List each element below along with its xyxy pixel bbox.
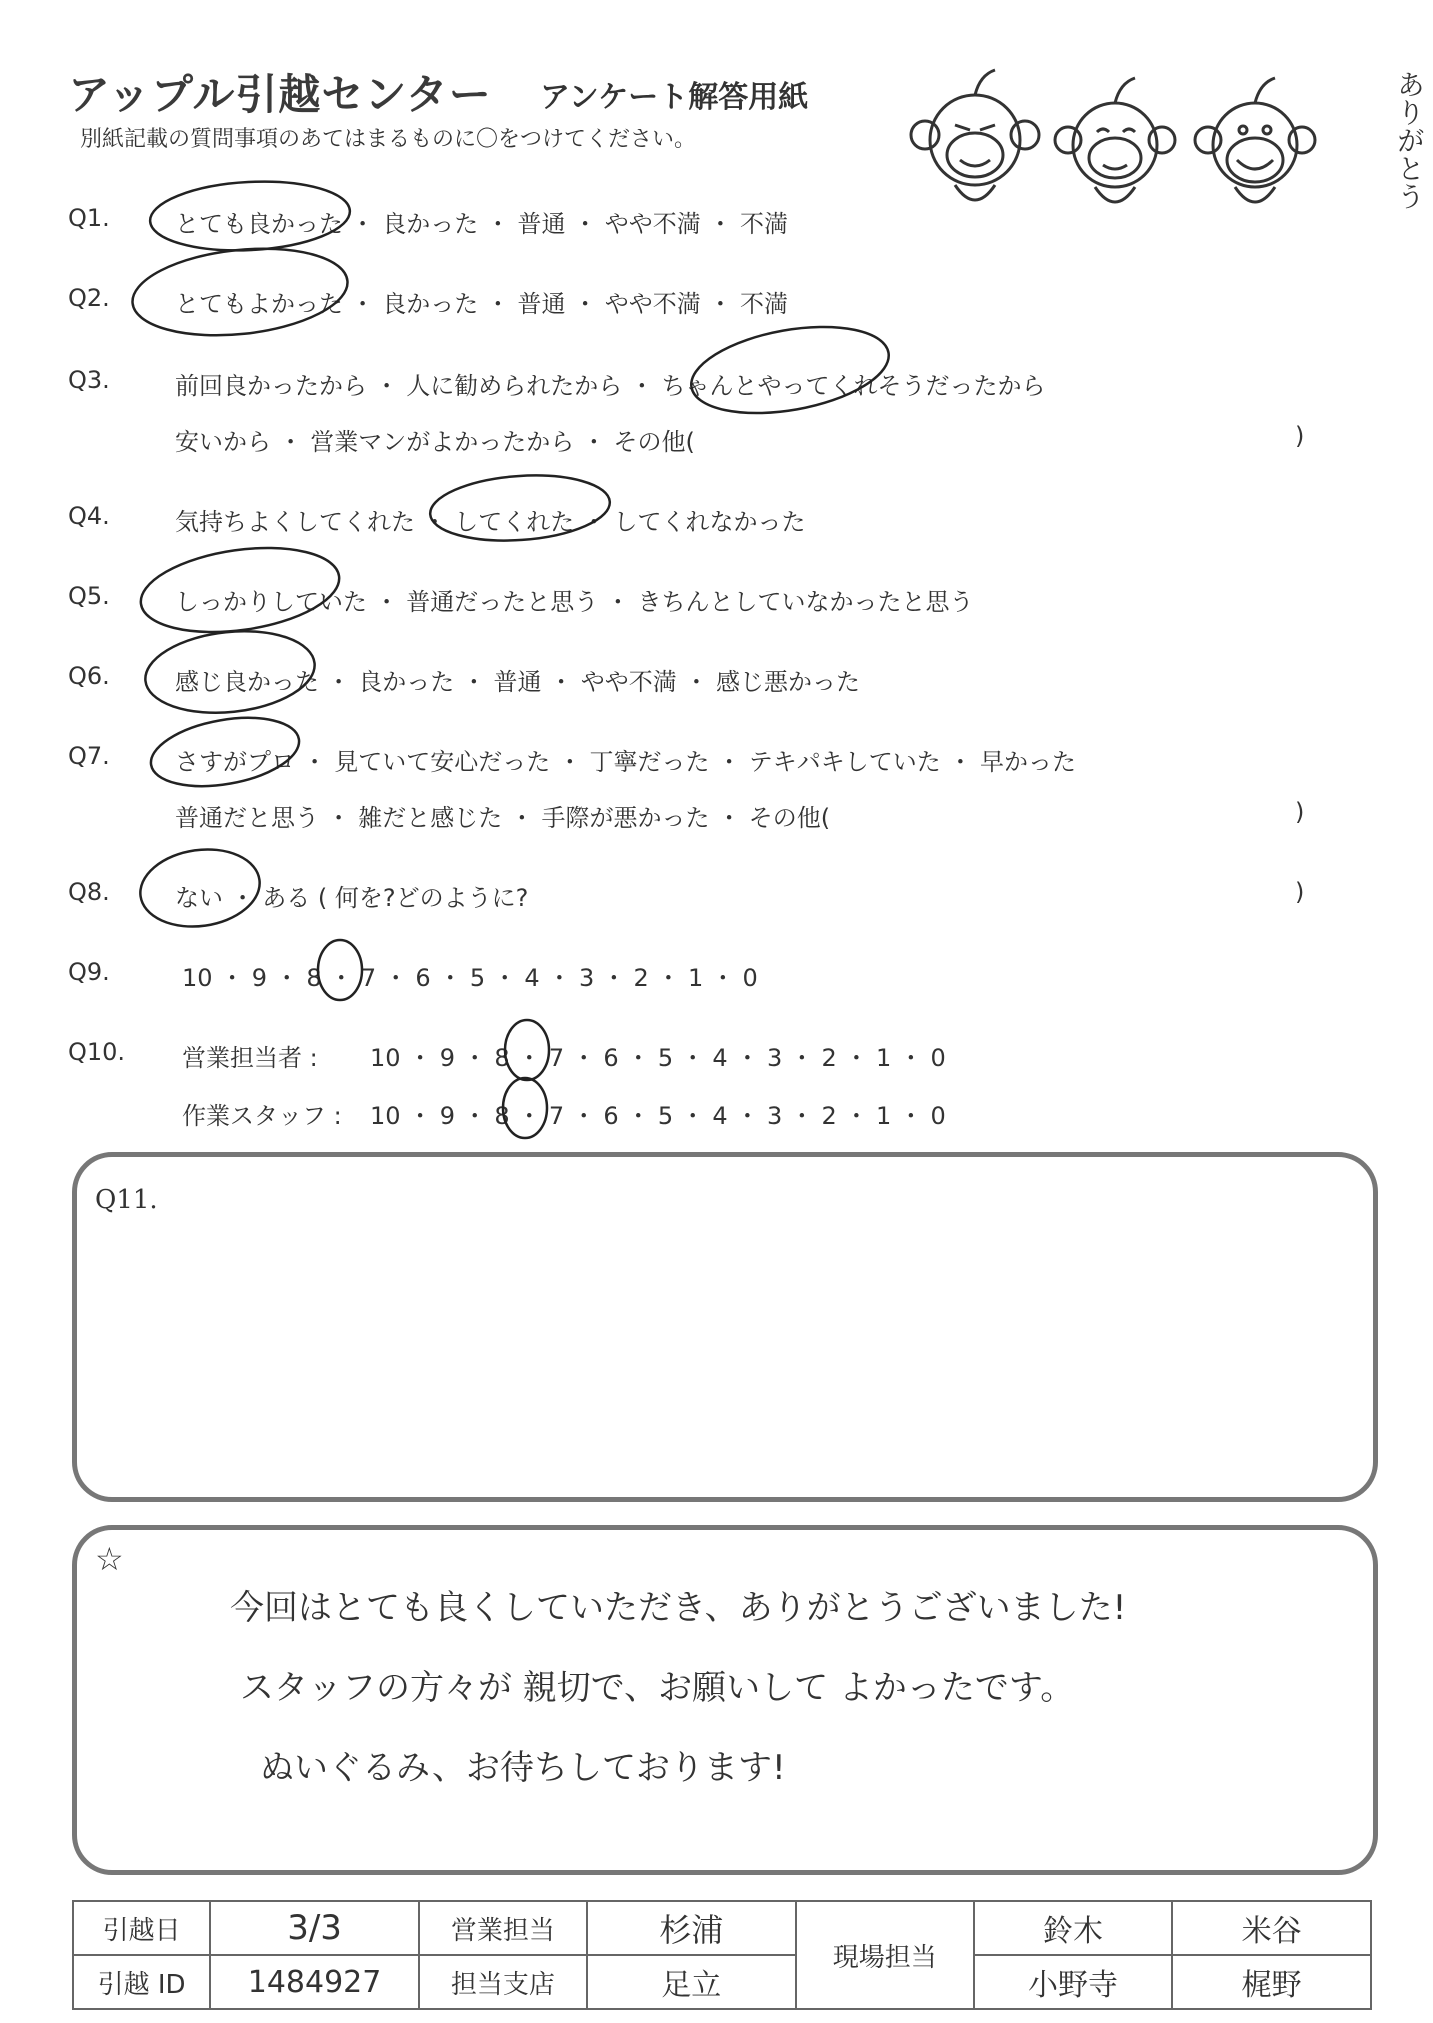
- star-icon: ☆: [95, 1540, 124, 1578]
- q1-options: とても良かった ・ 良かった ・ 普通 ・ やや不満 ・ 不満: [175, 210, 789, 238]
- comment-line-2: スタッフの方々が 親切で、お願いして よかったです。: [240, 1668, 1075, 1708]
- q10-label: Q10.: [68, 1038, 126, 1066]
- move-date-label: 引越日: [73, 1901, 210, 1955]
- q7-close-paren: ): [1295, 798, 1305, 826]
- q7-label: Q7.: [68, 742, 110, 770]
- sales-value: 杉浦: [587, 1901, 796, 1955]
- q8-options: ない ・ ある ( 何を?どのように?: [175, 884, 529, 912]
- q9-circle: [318, 940, 362, 1000]
- q8-close-paren: ): [1295, 878, 1305, 906]
- q10-sales-circle: [505, 1020, 549, 1080]
- branch-value: 足立: [587, 1955, 796, 2009]
- move-id-label: 引越 ID: [73, 1955, 210, 2009]
- branch-label: 担当支店: [419, 1955, 587, 2009]
- q7-options-line2: 普通だと思う ・ 雑だと感じた ・ 手際が悪かった ・ その他(: [175, 804, 831, 832]
- q5-label: Q5.: [68, 582, 110, 610]
- q5-circle: [135, 536, 344, 643]
- site-staff-4: 梶野: [1172, 1955, 1371, 2009]
- q2-circle: [128, 239, 352, 345]
- q10-sales-options: 10 ・ 9 ・ 8 ・ 7 ・ 6 ・ 5 ・ 4 ・ 3 ・ 2 ・ 1 ・ 0: [370, 1044, 946, 1072]
- move-date-value: 3/3: [210, 1901, 419, 1955]
- q10-staff-circle: [503, 1078, 547, 1138]
- instruction-text: 別紙記載の質問事項のあてはまるものに〇をつけてください。: [80, 127, 697, 152]
- q11-answer-box[interactable]: [72, 1152, 1378, 1502]
- q10-sales-label: 営業担当者 :: [182, 1044, 318, 1072]
- q9-options: 10 ・ 9 ・ 8 ・ 7 ・ 6 ・ 5 ・ 4 ・ 3 ・ 2 ・ 1 ・ 0: [182, 964, 758, 992]
- q4-label: Q4.: [68, 502, 110, 530]
- move-id-value: 1484927: [210, 1955, 419, 2009]
- site-staff-3: 小野寺: [974, 1955, 1173, 2009]
- mascot-caption: ありがとう: [1393, 70, 1426, 210]
- form-subtitle: アンケート解答用紙: [540, 80, 809, 115]
- company-title: アップル引越センター: [68, 70, 492, 119]
- q6-options: 感じ良かった ・ 良かった ・ 普通 ・ やや不満 ・ 感じ悪かった: [175, 668, 861, 696]
- q2-options: とてもよかった ・ 良かった ・ 普通 ・ やや不満 ・ 不満: [175, 290, 789, 318]
- comment-line-1: 今回はとても良くしていただき、ありがとうございました!: [230, 1588, 1127, 1628]
- sales-label: 営業担当: [419, 1901, 587, 1955]
- q7-options: さすがプロ ・ 見ていて安心だった ・ 丁寧だった ・ テキパキしていた ・ 早かった: [175, 748, 1077, 776]
- q3-options-line2: 安いから ・ 営業マンがよかったから ・ その他(: [175, 428, 695, 456]
- q9-label: Q9.: [68, 958, 110, 986]
- q10-staff-label: 作業スタッフ :: [182, 1102, 342, 1130]
- q5-options: しっかりしていた ・ 普通だったと思う ・ きちんとしていなかったと思う: [175, 588, 974, 616]
- q2-label: Q2.: [68, 284, 110, 312]
- site-label: 現場担当: [796, 1901, 974, 2009]
- q3-options: 前回良かったから ・ 人に勧められたから ・ ちゃんとやってくれそうだったから: [175, 372, 1046, 400]
- q8-circle: [135, 842, 264, 934]
- q8-label: Q8.: [68, 878, 110, 906]
- q4-options: 気持ちよくしてくれた ・ してくれた ・ してくれなかった: [175, 508, 806, 536]
- site-staff-1: 鈴木: [974, 1901, 1173, 1955]
- q7-circle: [146, 707, 305, 796]
- q11-label: Q11.: [95, 1185, 158, 1215]
- q3-label: Q3.: [68, 366, 110, 394]
- q1-label: Q1.: [68, 204, 110, 232]
- q3-close-paren: ): [1295, 422, 1305, 450]
- q6-circle: [141, 623, 318, 720]
- q3-circle: [685, 313, 896, 427]
- site-staff-2: 米谷: [1172, 1901, 1371, 1955]
- comment-line-3: ぬいぐるみ、お待ちしております!: [260, 1748, 786, 1788]
- q6-label: Q6.: [68, 662, 110, 690]
- q1-circle: [148, 177, 351, 255]
- q4-circle: [428, 470, 612, 546]
- q10-staff-options: 10 ・ 9 ・ 8 ・ 7 ・ 6 ・ 5 ・ 4 ・ 3 ・ 2 ・ 1 ・ 0: [370, 1102, 946, 1130]
- footer-table: [72, 1900, 1372, 2010]
